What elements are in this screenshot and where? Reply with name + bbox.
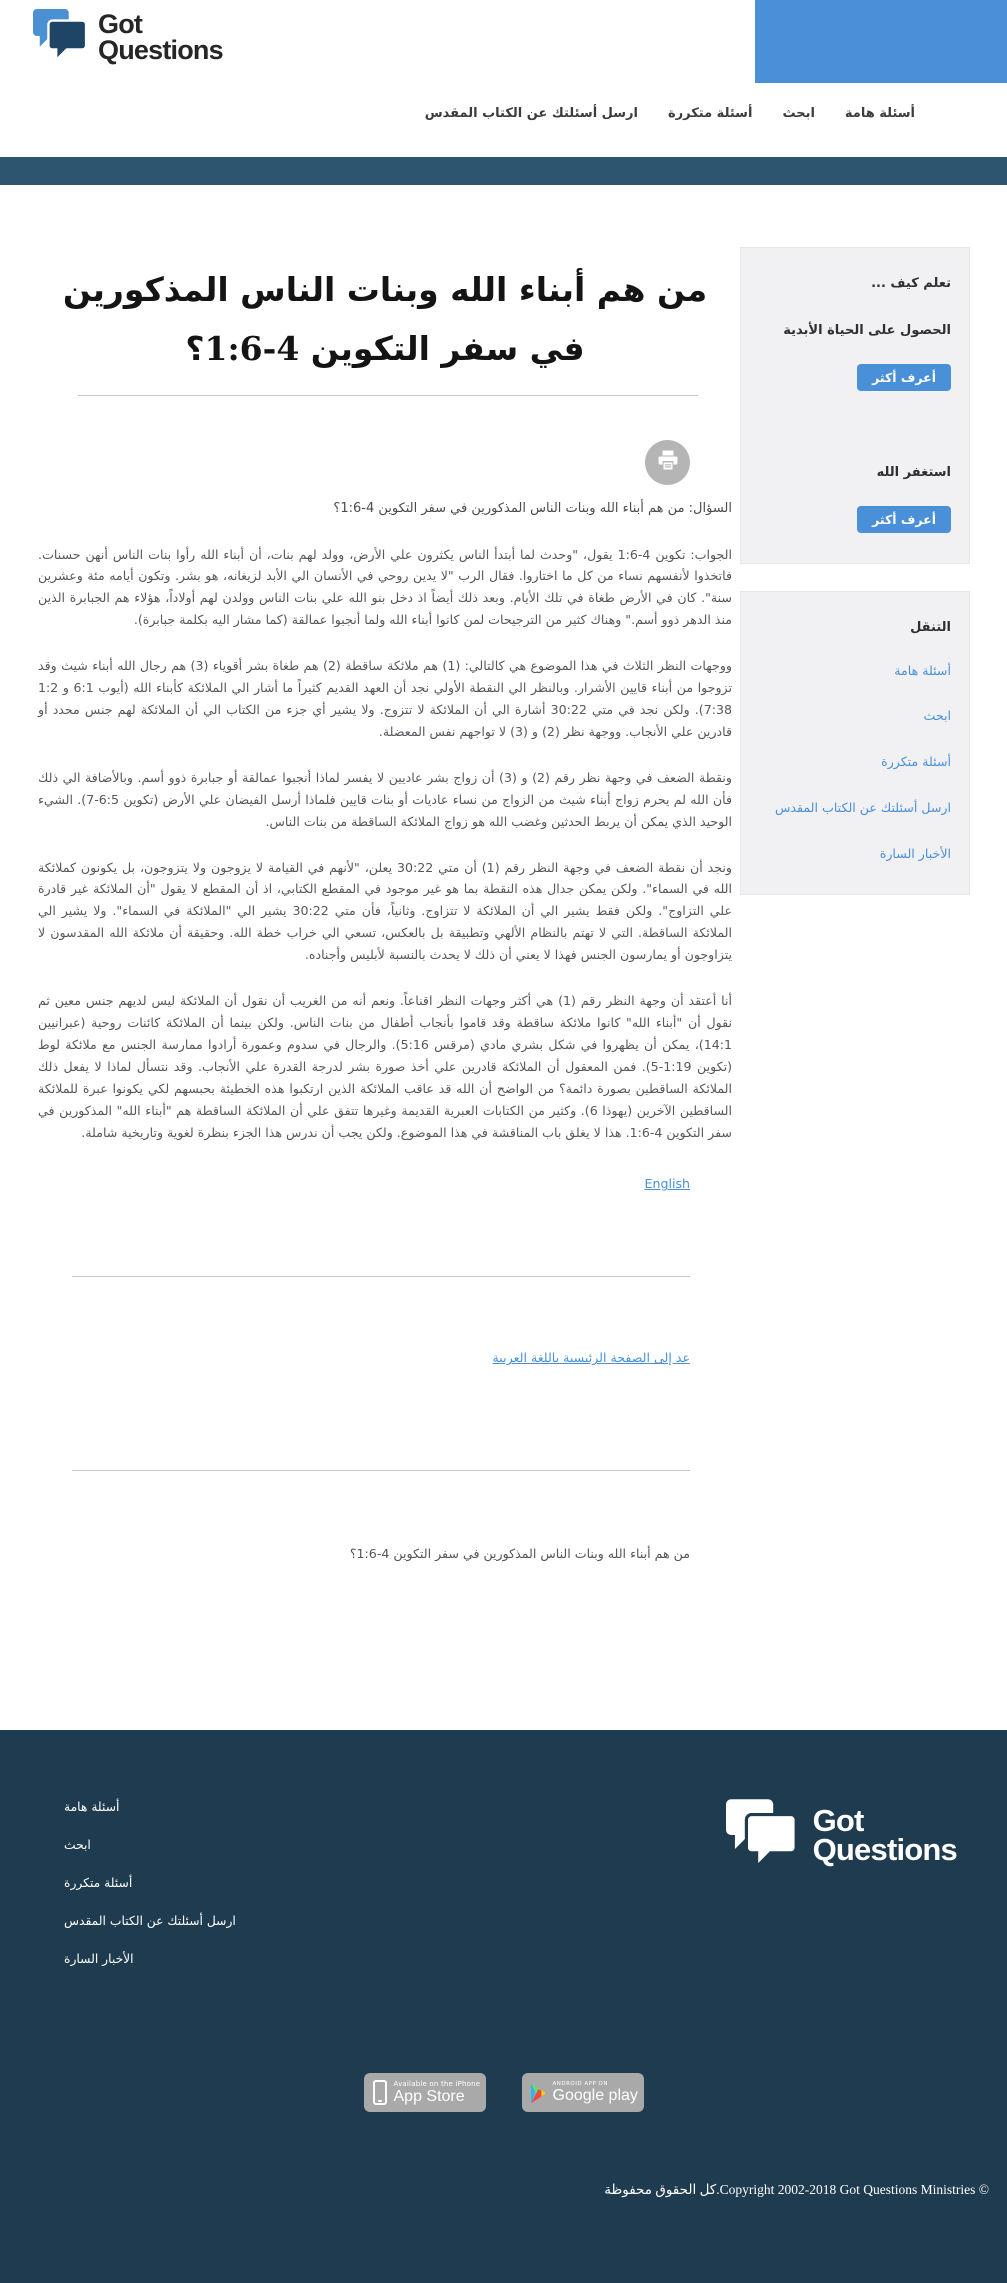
divider xyxy=(72,1276,690,1277)
footer-link-ask-question[interactable]: ارسل أسئلتك عن الكتاب المقدس xyxy=(64,1914,236,1928)
header xyxy=(0,0,1007,157)
google-play-icon xyxy=(531,2083,546,2102)
eternal-life-label: الحصول على الحياة الأبدية xyxy=(783,323,951,338)
related-question-text: من هم أبناء الله وبنات الناس المذكورين في سفر التكوين 4-1:6؟ xyxy=(349,1546,690,1562)
divider xyxy=(78,395,698,396)
home-link-row xyxy=(72,1347,690,1366)
page-title-line1: من هم أبناء الله وبنات الناس المذكورين xyxy=(62,270,708,309)
article-paragraph: ونقطة الضعف في وجهة نظر رقم (2) و (3) أن زواج بشر عاديين لا يفسر لماذا أنجبوا عمالقة أو جبابرة ذوو أسم. وبالأضافة الي ذلك فأن الله لم يحرم زواج أبناء شيث من الزواج من نساء عاديات أو بنات قايين فلماذا أرسل الفيضان علي الأرض (تكوين 6:5-7). الشيء الوحيد الذي يمكن أن يربط الحدثين وغضب الله هو زواج الملائكة الساقطة من بنات الناس. xyxy=(38,769,732,829)
footer-link-search[interactable]: ابحث xyxy=(64,1838,91,1852)
iphone-icon xyxy=(373,2080,387,2105)
nav-item-search[interactable]: ابحث xyxy=(782,106,815,121)
header-banner xyxy=(755,0,1007,83)
site-logo[interactable] xyxy=(32,8,223,64)
nav-item-important-questions[interactable]: أسئلة هامة xyxy=(844,106,915,121)
footer-link-faq[interactable]: أسئلة متكررة xyxy=(64,1876,133,1890)
sidebar-link-important-questions[interactable]: أسئلة هامة xyxy=(894,662,951,678)
app-badges xyxy=(0,2073,1007,2112)
brand-wordmark: Got Questions xyxy=(812,1803,957,1868)
nav-item-faq[interactable]: أسئلة متكررة xyxy=(668,106,753,121)
google-play-badge[interactable] xyxy=(522,2073,644,2112)
footer-link-good-news[interactable]: الأخبار السارة xyxy=(64,1952,134,1966)
navigation-box xyxy=(740,591,970,895)
speech-bubbles-icon xyxy=(723,1798,803,1872)
learn-how-heading: تعلم كيف ... xyxy=(871,276,951,291)
learn-more-button-forgiveness[interactable]: أعرف أكثر xyxy=(857,506,951,533)
sidebar-link-ask-question[interactable]: ارسل أسئلتك عن الكتاب المقدس xyxy=(775,800,951,816)
sidebar-link-good-news[interactable]: الأخبار السارة xyxy=(879,846,951,862)
article-paragraph: ونجد أن نقطة الضعف في وجهة النظر رقم (1) أن متي 30:22 يعلن، "لأنهم في القيامة لا يزوجون ولا يتزوجون، بل يكونون كملائكة الله في السماء". ولكن يمكن جدال هذه النقطة بما هو غير موجود في المقطع الكتابي، اذ أن المقطع لا يقول "أن الملائكة غير قادرة علي التزاوج". ولكن فقط يشير الي أن الملائكة لا تتزاوج. وثانياً، فأن متي 30:22 يشير الي "الملائكة في السماء". ولا يشير الي الملائكة الساقطة. التي لا تهتم بالنظام الألهي وتطبيقة بل بالعكس، تسعي الي خراب خطة الله. وحقيقة أن ملائكة الله المقدسون لا يتزاوجون أو يمارسون الجنس فهذا لا يعني أن ذلك لا يحدث بالنسبة لأبليس وأجناده. xyxy=(38,859,732,963)
app-store-badge[interactable] xyxy=(364,2073,486,2112)
page-body xyxy=(0,185,1007,1565)
article xyxy=(38,185,732,1565)
navigation-heading: التنقل xyxy=(910,619,951,635)
speech-bubbles-icon xyxy=(32,8,90,64)
sidebar-link-search[interactable]: ابحث xyxy=(923,708,951,724)
main-nav xyxy=(425,106,915,121)
footer-logo[interactable] xyxy=(723,1798,957,1872)
footer-link-important-questions[interactable]: أسئلة هامة xyxy=(64,1800,120,1814)
question-line: السؤال: من هم أبناء الله وبنات الناس المذكورين في سفر التكوين 4-1:6؟ xyxy=(333,500,732,516)
footer-links xyxy=(64,1800,236,1990)
google-play-label: Google play xyxy=(552,2086,638,2104)
page-title-line2: في سفر التكوين 4-1:6؟ xyxy=(185,329,585,369)
article-paragraph: ووجهات النظر الثلاث في هذا الموضوع هي كالتالي: (1) هم ملائكة ساقطة (2) هم طغاة بشر أقوياء (3) هم رجال الله أبناء شيث وقد تزوجوا من أبناء قايين الأشرار. وبالنظر الي النقطة الأولي نجد أن العهد القديم كثيراً ما أشار الي الملائكة كأبناء الله (أيوب 6:1 و 1:2 7:38). ولكن نجد في متي 30:22 أشارة الي أن الملائكة لا تتزوج. ولا يشير أي جزء من الكتاب الي أن الملائكة لهم جنس محدد أو قادرين علي الأنجاب. ووجهة نظر (2) و (3) لا تواجهم نفس المعضلة. xyxy=(38,658,733,739)
learn-more-button-eternal-life[interactable]: أعرف أكثر xyxy=(857,364,951,391)
google-play-tagline: ANDROID APP ON xyxy=(552,2080,608,2087)
nav-item-ask-question[interactable]: ارسل أسئلتك عن الكتاب المقدس xyxy=(424,106,638,121)
top-bar xyxy=(0,157,1007,185)
english-version-link[interactable]: English xyxy=(644,1176,690,1192)
article-paragraph: الجواب: تكوين 4-1:6 يقول، "وحدث لما أبتدأ الناس يكثرون علي الأرض، وولد لهم بنات، أن أبناء الله رأوا بنات الناس أنهن حسنات. فاتخذوا لأنفسهم نساء من كل ما اختاروا. فقال الرب "لا يدين روحي في الأنسان الي الأبد لزيغانه، هو بشر. وتكون أيامه مئة وعشرين سنة". كان في الأرض طغاة في تلك الأيام. وبعد ذلك أيضاً اذ دخل بنو الله علي بنات الناس وولدن لهم أولاداً، هؤلاء هم الجبابرة الذين منذ الدهر ذوو أسم." وهناك كثير من الترجيحات لمن كانوا أبناء الله ولما أنجبوا عمالقة (كما مشار اليه بكلمة جبابرة). xyxy=(38,546,732,628)
app-store-label: App Store xyxy=(393,2087,465,2105)
divider xyxy=(72,1470,690,1471)
print-icon xyxy=(656,448,680,476)
brand-wordmark: Got Questions xyxy=(98,9,223,65)
learn-how-box xyxy=(740,247,970,564)
print-button[interactable] xyxy=(645,440,690,485)
page-title xyxy=(38,260,732,379)
copyright-text: كل الحقوق محفوظة.Copyright 2002-2018 Got Questions Ministries © xyxy=(604,2182,989,2197)
english-link-row xyxy=(72,1173,690,1192)
forgiveness-label: استغفر الله xyxy=(876,464,951,480)
app-store-tagline: Available on the iPhone xyxy=(393,2079,481,2088)
sidebar xyxy=(740,185,970,895)
back-to-arabic-home-link[interactable]: عد إلى الصفحة الرئيسية باللغة العربية xyxy=(492,1350,690,1366)
article-paragraph: أنا أعتقد أن وجهة النظر رقم (1) هي أكثر وجهات النظر اقناعاً. ونعم أنه من الغريب أن نقول أن الملائكة ليس لديهم جنس معين ثم نقول أن "أبناء الله" كانوا ملائكة ساقطة وقد قاموا بأنجاب أطفال من بنات الناس. ولكن بينما أن الملائكة كائنات روحية (عبرانيين 14:1)، يمكن أن يظهروا في شكل بشري مادي (مرقس 5:16). والرجال في سدوم وعمورة أرادوا ممارسة الجنس مع ملائكة لوط (تكوين 1:19-5). فمن المعقول أن الملائكة قادرين علي أخذ صورة بشر لدرجة القدرة علي الأنجاب. وقد نتسأل لماذا لا يفعل ذلك الملائكة الساقطين بصورة دائمة؟ من الواضح أن الله قد عاقب الملائكة الذين ارتكبوا هذه الخطيئة بحبسهم لكي يكونوا عبرة للملائكة الساقطين الآخرين (يهوذا 6). وكثير من الكتابات العبرية القديمة وغيرها تتفق علي أن الملائكة الساقطة هم "أبناء الله" المذكورين في سفر التكوين 4-1:6. هذا لا يغلق باب المناقشة في هذا الموضوع. ولكن يجب أن ندرس هذا الجزء بنظرة لغوية وتاريخية شاملة. xyxy=(38,993,733,1140)
sidebar-link-faq[interactable]: أسئلة متكررة xyxy=(881,754,951,770)
footer xyxy=(0,1730,1007,2283)
